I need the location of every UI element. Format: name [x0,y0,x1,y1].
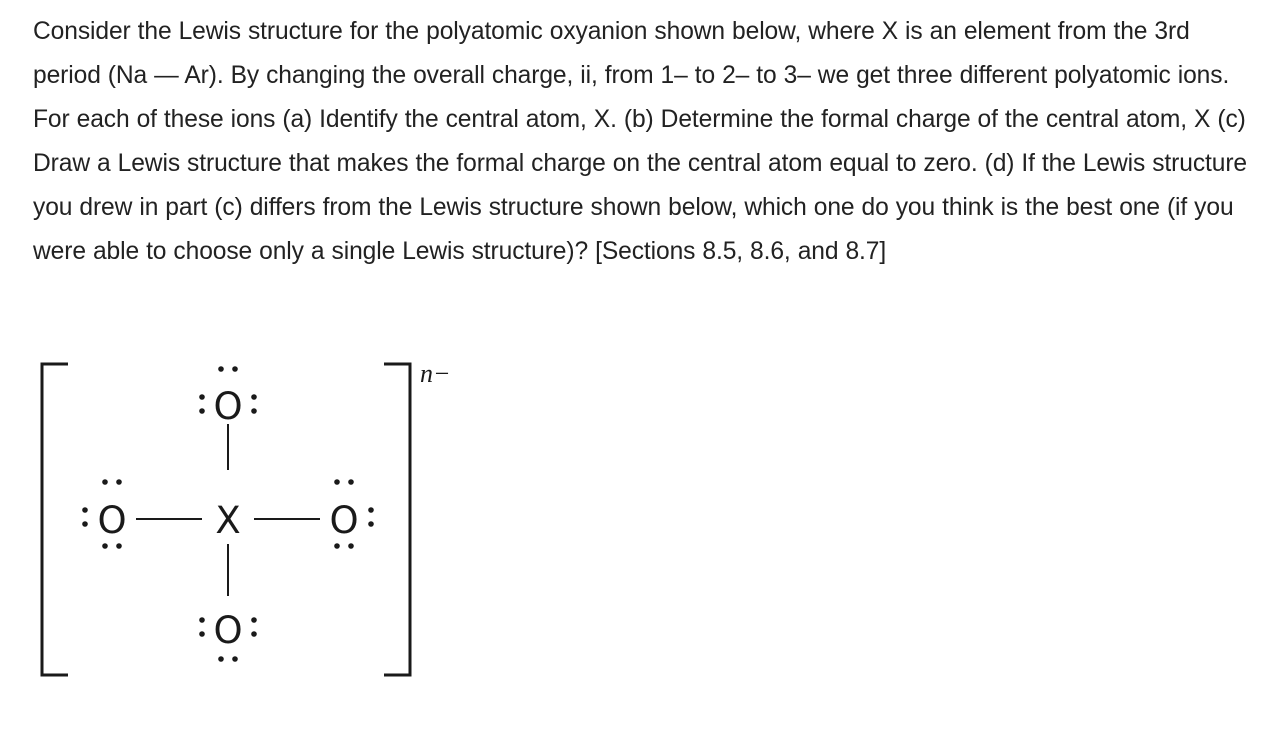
oxygen-bottom: O [213,609,243,652]
oxygen-top: O [213,385,243,428]
charge-label: n− [420,359,451,388]
question-text: Consider the Lewis structure for the polyatomic oxyanion shown below, where X is an element from the 3rd period (Na — Ar). By changing the overall charge, ii, from 1– to 2– to 3– we get three different polyatomic ions. For each of these ions (a) Identify the central atom, X. (b) Determine the formal charge of the central atom, X (c) Draw a Lewis structure that makes the formal charge on the central atom equal to zero. (d) If the Lewis structure you drew in part (c) differs from the Lewis structure shown below, which one do you think is the best one (if you were able to choose only a single Lewis structure)? [Sections 8.5, 8.6, and 8.7] [33,18,1248,265]
oxygen-right: O [329,499,359,542]
lewis-structure-svg [30,352,500,692]
oxygen-left: O [97,499,127,542]
central-atom-x: X [215,499,241,542]
right-bracket [384,364,410,675]
lewis-structure-figure [30,352,500,692]
left-bracket [42,364,68,675]
